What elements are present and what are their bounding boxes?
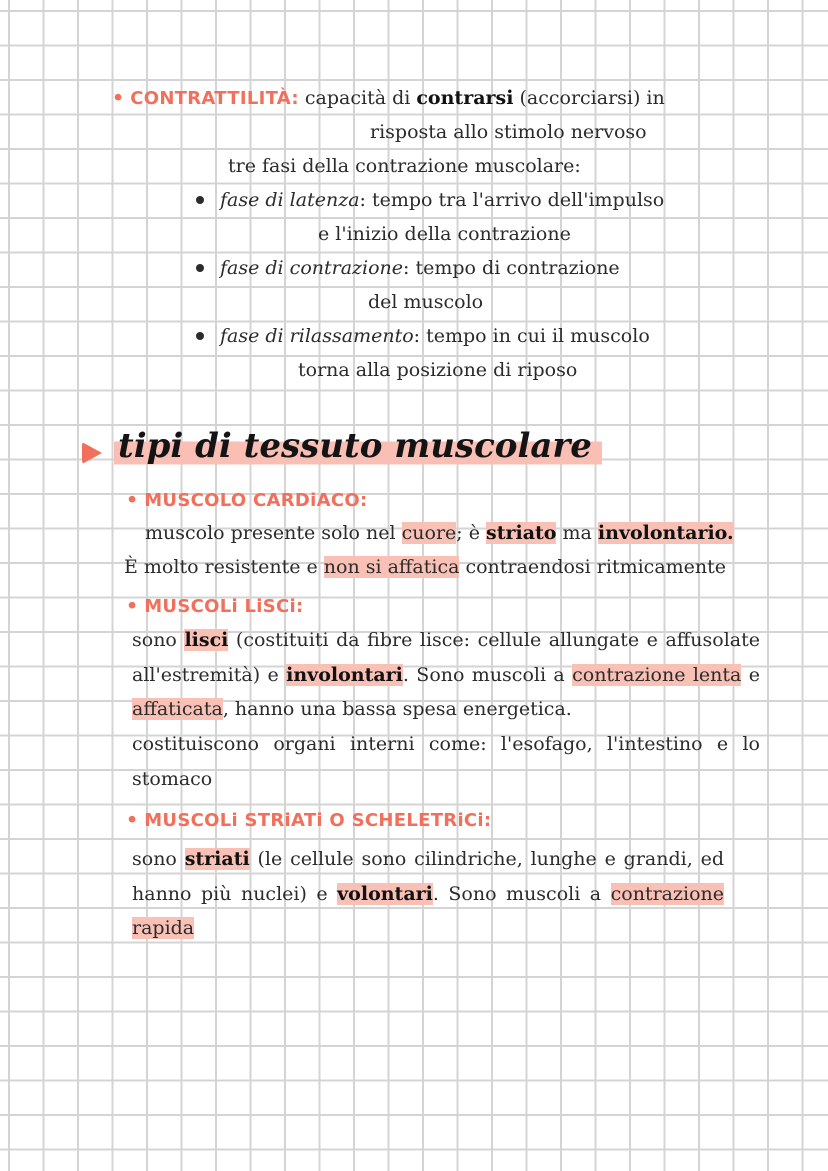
phase-term: fase di contrazione <box>220 257 404 279</box>
bold-term: involontario. <box>597 522 734 544</box>
phase-contrazione-line-1 <box>220 256 620 280</box>
text: ; è <box>456 522 487 544</box>
cardiaco-line-1 <box>145 521 734 545</box>
phase-latenza-line-2: e l'inizio della contrazione <box>318 223 571 245</box>
list-bullet <box>196 196 204 204</box>
phase-desc: : tempo di contrazione <box>403 257 620 279</box>
bullet-dot: • <box>126 489 139 511</box>
text: e <box>741 663 760 686</box>
text: . Sono muscoli a <box>432 882 611 905</box>
highlight: cuore <box>401 522 457 544</box>
text: sono <box>132 629 185 651</box>
bold-term: contrarsi <box>416 87 514 109</box>
lisci-label: MUSCOLi LiSCi: <box>144 596 304 617</box>
bold-term: lisci <box>184 629 229 651</box>
text: È molto resistente e <box>124 556 324 578</box>
phase-latenza-line-1 <box>220 188 664 212</box>
bold-term: striato <box>486 522 557 544</box>
phases-intro: tre fasi della contrazione muscolare: <box>228 155 581 177</box>
text: , hanno una bassa spesa energetica. <box>222 698 572 720</box>
phase-contrazione-line-2: del muscolo <box>368 291 484 313</box>
striati-label: MUSCOLi STRiATi O SCHELETRiCi: <box>144 810 492 831</box>
lisci-paragraph <box>132 623 760 727</box>
text: capacità di <box>304 87 417 109</box>
cardiaco-heading <box>126 488 367 513</box>
triangle-bullet-icon <box>82 442 102 464</box>
list-bullet <box>196 332 204 340</box>
list-bullet <box>196 264 204 272</box>
highlight: contrazione rapida <box>132 882 724 939</box>
text: sono <box>132 848 185 870</box>
lisci-heading <box>126 594 304 619</box>
contrattilita-label: CONTRATTILITÀ: <box>130 88 299 109</box>
lisci-paragraph-2: costituiscono organi interni come: l'esofago, l'intestino e lo stomaco <box>132 733 760 790</box>
highlight: affaticata <box>132 698 223 720</box>
contrattilita-line-1 <box>112 86 665 111</box>
phase-rilassamento-line-2: torna alla posizione di riposo <box>298 359 578 381</box>
striati-heading <box>126 808 491 833</box>
phase-term: fase di rilassamento <box>220 325 414 347</box>
contrattilita-line-2: risposta allo stimolo nervoso <box>370 121 647 143</box>
phase-desc: : tempo tra l'arrivo dell'impulso <box>359 189 665 211</box>
text: ma <box>556 522 598 544</box>
bold-term: striati <box>184 848 250 870</box>
highlight: non si affatica <box>323 556 460 578</box>
highlight: contrazione lenta <box>572 663 742 686</box>
phase-term: fase di latenza <box>220 189 360 211</box>
section-title: tipi di tessuto muscolare <box>114 424 602 468</box>
phase-desc: : tempo in cui il muscolo <box>413 325 650 347</box>
text: . Sono muscoli a <box>402 663 573 686</box>
bullet-dot: • <box>112 87 125 109</box>
text: muscolo presente solo nel <box>145 522 402 544</box>
text: contraendosi ritmicamente <box>459 556 727 578</box>
cardiaco-label: MUSCOLO CARDiACO: <box>144 490 368 511</box>
bullet-dot: • <box>126 595 139 617</box>
text: (costituiti da fibre lisce: cellule allungate e affusolate all'estremità) e <box>132 629 761 686</box>
bold-term: involontari <box>286 663 403 686</box>
bold-term: volontari <box>337 882 433 905</box>
bullet-dot: • <box>126 809 139 831</box>
text: (le cellule sono cilindriche, lunghe e grandi, ed hanno più nuclei) e <box>132 848 724 905</box>
striati-paragraph <box>132 842 724 946</box>
text: (accorciarsi) in <box>513 87 665 109</box>
phase-rilassamento-line-1 <box>220 324 650 348</box>
cardiaco-line-2 <box>124 555 726 579</box>
